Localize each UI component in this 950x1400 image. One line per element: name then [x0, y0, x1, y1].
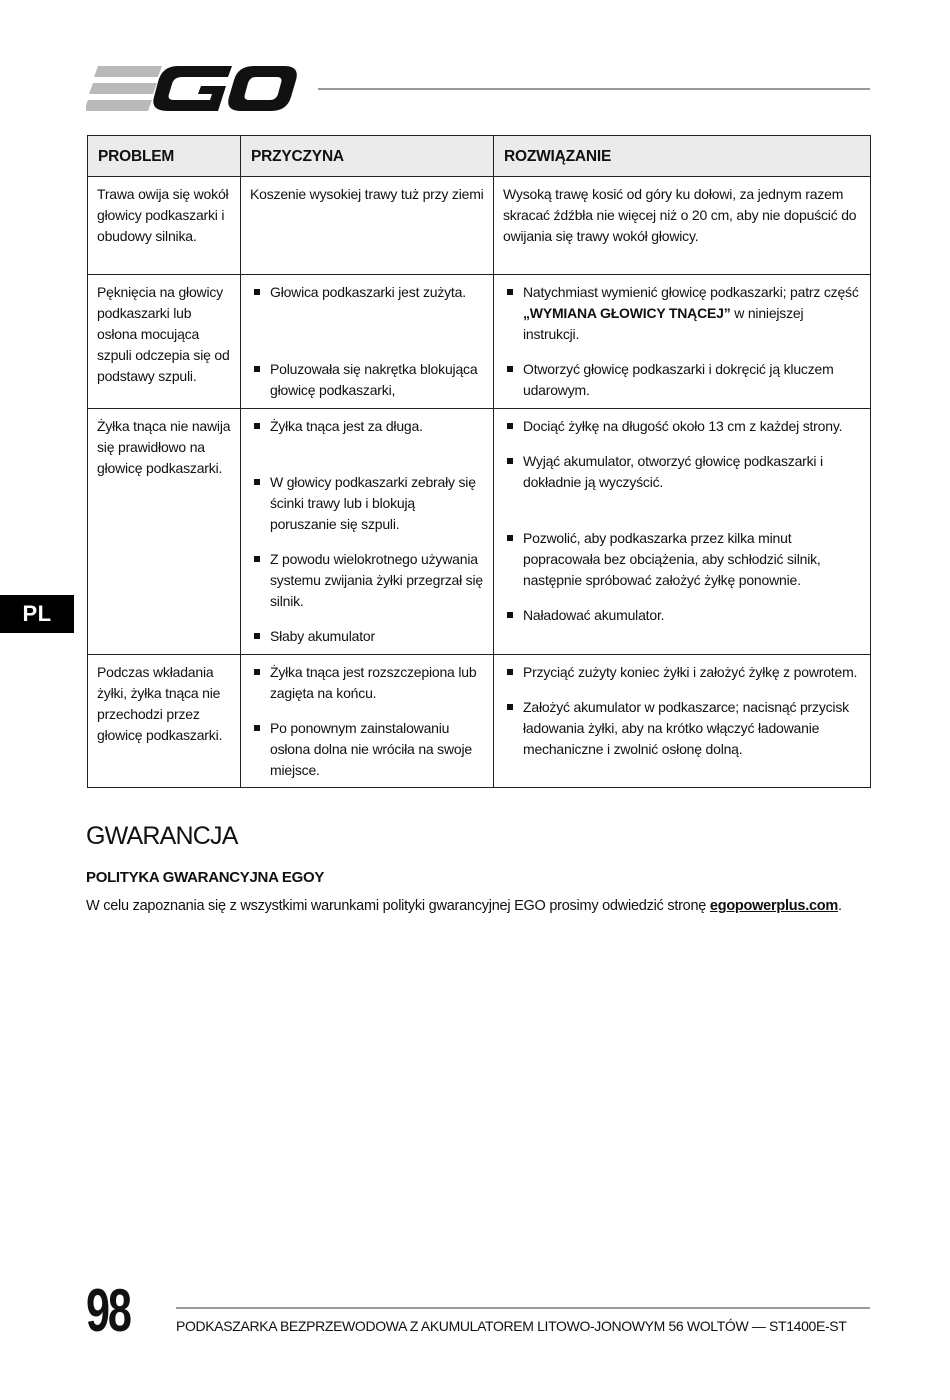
column-header-problem: PROBLEM	[88, 136, 241, 177]
section-subtitle: POLITYKA GWARANCYJNA EGOY	[86, 869, 325, 886]
warranty-text: W celu zapoznania się z wszystkimi warunkami polityki gwarancyjnej EGO prosimy odwiedzić stronę egopowerplus.com.	[86, 898, 842, 914]
cause-cell	[241, 409, 494, 655]
cause-cell: Koszenie wysokiej trawy tuż przy ziemi	[241, 177, 494, 275]
section-title: GWARANCJA	[86, 822, 238, 850]
header-rule	[318, 88, 870, 90]
problem-cell: Żyłka tnąca nie nawija się prawidłowo na głowicę podkaszarki.	[88, 409, 241, 655]
column-header-cause: PRZYCZYNA	[241, 136, 494, 177]
cause-item: Żyłka tnąca jest za długa.	[250, 416, 484, 437]
column-header-solution: ROZWIĄZANIE	[494, 136, 871, 177]
solution-cell	[494, 275, 871, 409]
cause-item: Poluzowała się nakrętka blokująca głowicę podkaszarki,	[250, 359, 484, 401]
solution-item: Otworzyć głowicę podkaszarki i dokręcić ją kluczem udarowym.	[503, 359, 861, 401]
solution-item: Natychmiast wymienić głowicę podkaszarki; patrz część „WYMIANA GŁOWICY TNĄCEJ” w niniejszej instrukcji.	[503, 282, 861, 345]
cause-cell	[241, 275, 494, 409]
page-number: 98	[86, 1277, 130, 1344]
cause-item: W głowicy podkaszarki zebrały się ścinki trawy lub i blokują poruszanie się szpuli.	[250, 472, 484, 535]
cause-cell	[241, 655, 494, 788]
problem-cell: Trawa owija się wokół głowicy podkaszarki i obudowy silnika.	[88, 177, 241, 275]
warranty-link[interactable]: egopowerplus.com	[709, 898, 839, 914]
table-row	[88, 275, 871, 409]
solution-item: Założyć akumulator w podkaszarce; nacisnąć przycisk ładowania żyłki, aby na krótko włączyć ładowanie mechaniczne i zwolnić osłonę dolną.	[503, 697, 861, 760]
solution-item: Naładować akumulator.	[503, 605, 861, 626]
ego-logo	[86, 64, 298, 114]
cause-item: Po ponownym zainstalowaniu osłona dolna nie wróciła na swoje miejsce.	[250, 718, 484, 781]
solution-cell	[494, 409, 871, 655]
cause-item: Żyłka tnąca jest rozszczepiona lub zagięta na końcu.	[250, 662, 484, 704]
troubleshooting-table	[87, 135, 871, 788]
section-reference: „WYMIANA GŁOWICY TNĄCEJ”	[523, 305, 731, 321]
footer-title: PODKASZARKA BEZPRZEWODOWA Z AKUMULATOREM LITOWO-JONOWYM 56 WOLTÓW — ST1400E-ST	[176, 1318, 847, 1334]
table-header-row	[88, 136, 871, 177]
footer-rule	[176, 1307, 870, 1309]
language-tab: PL	[0, 595, 74, 633]
solution-cell	[494, 655, 871, 788]
solution-item: Pozwolić, aby podkaszarka przez kilka minut popracowała bez obciążenia, aby schłodzić silnik, następnie spróbować założyć żyłkę ponownie.	[503, 528, 861, 591]
table-row	[88, 655, 871, 788]
solution-item: Dociąć żyłkę na długość około 13 cm z każdej strony.	[503, 416, 861, 437]
cause-item: Z powodu wielokrotnego używania systemu zwijania żyłki przegrzał się silnik.	[250, 549, 484, 612]
table-row	[88, 409, 871, 655]
table-row	[88, 177, 871, 275]
cause-item: Słaby akumulator	[250, 626, 484, 647]
solution-cell: Wysoką trawę kosić od góry ku dołowi, za jednym razem skracać źdźbła nie więcej niż o 20 cm, aby nie dopuścić do owijania się trawy wokół głowicy.	[494, 177, 871, 275]
cause-item: Głowica podkaszarki jest zużyta.	[250, 282, 484, 303]
solution-item: Przyciąć zużyty koniec żyłki i założyć żyłkę z powrotem.	[503, 662, 861, 683]
problem-cell: Pęknięcia na głowicy podkaszarki lub osłona mocująca szpuli odczepia się od podstawy szpuli.	[88, 275, 241, 409]
solution-item: Wyjąć akumulator, otworzyć głowicę podkaszarki i dokładnie ją wyczyścić.	[503, 451, 861, 493]
problem-cell: Podczas wkładania żyłki, żyłka tnąca nie przechodzi przez głowicę podkaszarki.	[88, 655, 241, 788]
